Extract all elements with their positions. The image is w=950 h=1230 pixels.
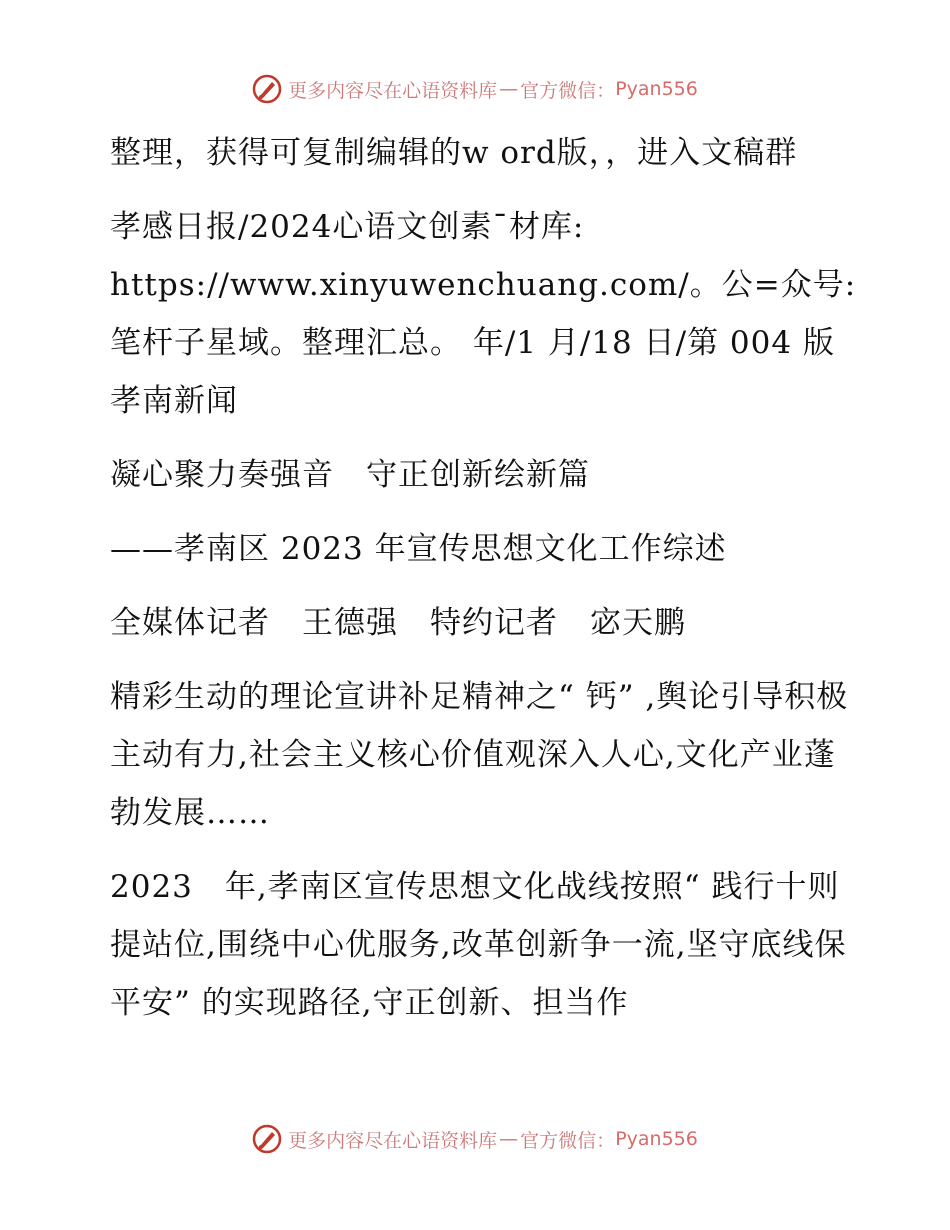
watermark-dash: — <box>499 78 519 100</box>
pen-logo-icon <box>252 1124 282 1154</box>
article-title: 凝心聚力奏强音 守正创新绘新篇 <box>110 457 590 493</box>
article-subtitle: ——孝南区 2023 年宣传思想文化工作综述 <box>110 531 727 567</box>
watermark-wechat-id: Pyan556 <box>615 1128 698 1150</box>
paragraph-lead: 精彩生动的理论宣讲补足精神之“ 钙” ,舆论引导积极主动有力,社会主义核心价值观深入人心,文化产业蓬勃发展…… <box>110 679 849 831</box>
pen-logo-icon <box>252 74 282 104</box>
watermark-wechat-label: 官方微信： <box>520 1129 616 1152</box>
paragraph-intro: 整理，获得可复制编辑的w ord版，，进入文稿群 <box>110 135 798 171</box>
watermark-dash: — <box>499 1128 519 1150</box>
footer-watermark <box>0 1124 950 1154</box>
article-byline: 全媒体记者 王德强 特约记者 宓天鹏 <box>110 605 686 641</box>
paragraph-source: 孝感日报/2024心语文创素¯材库: https://www.xinyuwenchuang.com/。公=众号: 笔杆子星域。整理汇总。 年/1 月/18 日/第 004 版孝南新闻 <box>110 209 857 419</box>
watermark-wechat-label: 官方微信： <box>520 79 616 102</box>
document-body <box>98 124 858 1048</box>
watermark-text: 更多内容尽在心语资料库 <box>288 79 498 102</box>
header-watermark <box>0 74 950 104</box>
paragraph-body: 2023 年,孝南区宣传思想文化战线按照“ 践行十则提站位,围绕中心优服务,改革创新争一流,坚守底线保平安” 的实现路径,守正创新、担当作 <box>110 869 847 1021</box>
watermark-text: 更多内容尽在心语资料库 <box>288 1129 498 1152</box>
watermark-wechat-id: Pyan556 <box>615 78 698 100</box>
